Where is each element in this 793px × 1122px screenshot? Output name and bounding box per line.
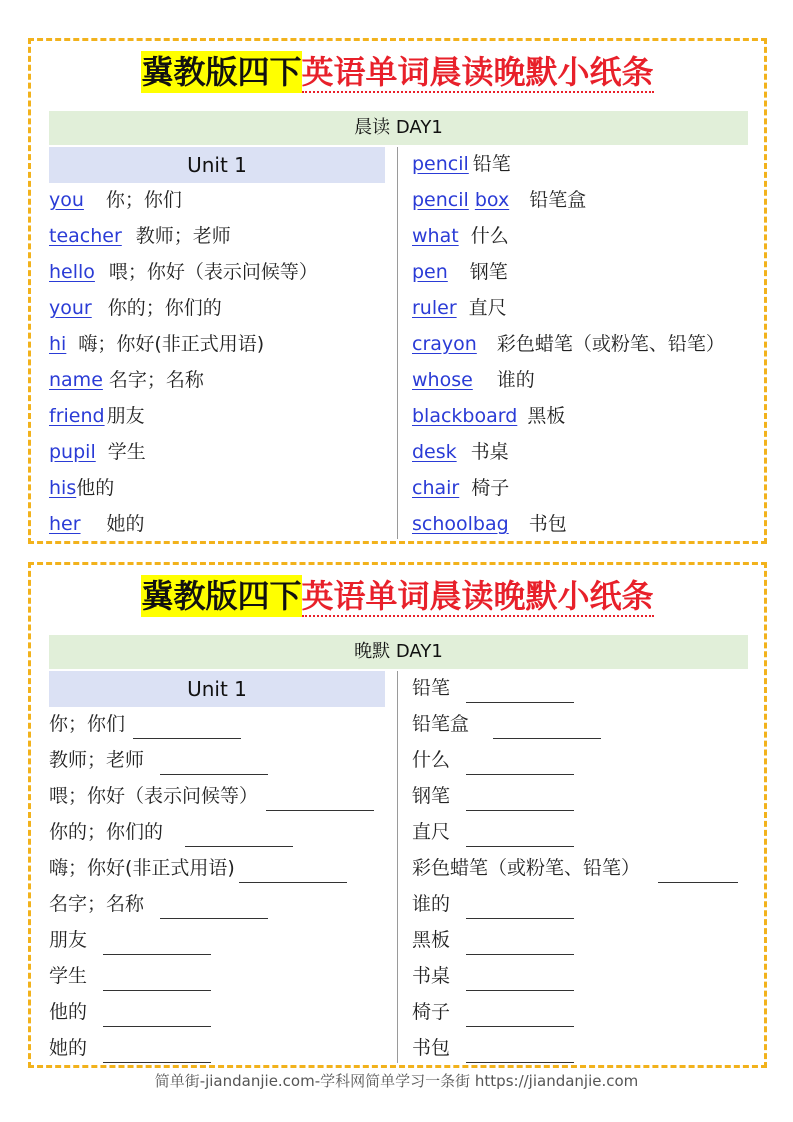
chinese-meaning: 彩色蜡笔（或粉笔、铅笔） bbox=[496, 333, 725, 355]
english-word: whose bbox=[412, 369, 473, 391]
answer-blank[interactable] bbox=[466, 1004, 574, 1027]
chinese-prompt: 喂；你好（表示问候等） bbox=[49, 785, 259, 807]
chinese-meaning: 直尺 bbox=[468, 297, 507, 319]
word-row bbox=[412, 221, 509, 251]
dictation-row bbox=[412, 817, 574, 847]
english-word: pen bbox=[412, 261, 448, 283]
page-footer: 简单街-jiandanjie.com-学科网简单学习一条街 https://jiandanjie.com bbox=[154, 1072, 639, 1090]
word-row bbox=[412, 293, 507, 323]
chinese-prompt: 书桌 bbox=[412, 965, 451, 987]
chinese-prompt: 嗨；你好(非正式用语) bbox=[49, 857, 235, 879]
dictation-row bbox=[49, 961, 211, 991]
word-row bbox=[49, 185, 182, 215]
chinese-meaning: 教师；老师 bbox=[135, 225, 231, 247]
dictation-row bbox=[412, 961, 574, 991]
chinese-meaning: 椅子 bbox=[471, 477, 510, 499]
dictation-row bbox=[412, 781, 574, 811]
chinese-meaning: 铅笔盒 bbox=[529, 189, 587, 211]
dictation-row bbox=[412, 925, 574, 955]
word-row bbox=[49, 401, 145, 431]
chinese-prompt: 她的 bbox=[49, 1037, 88, 1059]
english-word: what bbox=[412, 225, 459, 247]
chinese-prompt: 书包 bbox=[412, 1037, 451, 1059]
answer-blank[interactable] bbox=[103, 1004, 211, 1027]
english-word: her bbox=[49, 513, 81, 535]
column-divider bbox=[397, 671, 398, 1063]
word-row bbox=[412, 401, 565, 431]
answer-blank[interactable] bbox=[466, 968, 574, 991]
unit-header: Unit 1 bbox=[49, 671, 385, 707]
answer-blank[interactable] bbox=[103, 968, 211, 991]
english-word: desk bbox=[412, 441, 457, 463]
word-row bbox=[49, 473, 114, 503]
dictation-row bbox=[49, 889, 268, 919]
chinese-meaning: 嗨；你好(非正式用语) bbox=[78, 333, 265, 355]
answer-blank[interactable] bbox=[466, 1040, 574, 1063]
chinese-prompt: 学生 bbox=[49, 965, 88, 987]
english-word: name bbox=[49, 369, 103, 391]
english-word: you bbox=[49, 189, 84, 211]
chinese-meaning: 书包 bbox=[528, 513, 567, 535]
chinese-prompt: 朋友 bbox=[49, 929, 88, 951]
chinese-prompt: 彩色蜡笔（或粉笔、铅笔） bbox=[412, 857, 641, 879]
english-word: box bbox=[474, 189, 510, 211]
word-row bbox=[412, 257, 508, 287]
answer-blank[interactable] bbox=[466, 788, 574, 811]
chinese-prompt: 直尺 bbox=[412, 821, 451, 843]
dictation-row bbox=[49, 709, 241, 739]
chinese-meaning: 她的 bbox=[106, 513, 145, 535]
answer-blank[interactable] bbox=[160, 896, 268, 919]
answer-blank[interactable] bbox=[103, 932, 211, 955]
dictation-row bbox=[412, 745, 574, 775]
dictation-row bbox=[412, 889, 574, 919]
chinese-prompt: 什么 bbox=[412, 749, 451, 771]
answer-blank[interactable] bbox=[466, 896, 574, 919]
english-word: hello bbox=[49, 261, 95, 283]
answer-blank[interactable] bbox=[185, 824, 293, 847]
chinese-prompt: 名字；名称 bbox=[49, 893, 145, 915]
chinese-meaning: 朋友 bbox=[106, 405, 145, 427]
answer-blank[interactable] bbox=[493, 716, 601, 739]
answer-blank[interactable] bbox=[466, 932, 574, 955]
chinese-meaning: 他的 bbox=[76, 477, 115, 499]
dictation-row bbox=[49, 853, 347, 883]
chinese-meaning: 你；你们 bbox=[105, 189, 182, 211]
chinese-prompt: 椅子 bbox=[412, 1001, 451, 1023]
word-row bbox=[412, 509, 567, 539]
word-row bbox=[412, 329, 725, 359]
chinese-prompt: 黑板 bbox=[412, 929, 451, 951]
chinese-prompt: 钢笔 bbox=[412, 785, 451, 807]
word-row bbox=[412, 185, 586, 215]
dictation-row bbox=[49, 745, 268, 775]
dictation-row bbox=[412, 1033, 574, 1063]
title-main: 英语单词晨读晚默小纸条 bbox=[301, 53, 654, 91]
dictation-row bbox=[412, 673, 574, 703]
word-row bbox=[49, 437, 146, 467]
dictation-row bbox=[49, 1033, 211, 1063]
english-word: pupil bbox=[49, 441, 96, 463]
column-divider bbox=[397, 147, 398, 539]
answer-blank[interactable] bbox=[466, 752, 574, 775]
evening-dictation-card bbox=[28, 562, 767, 1068]
word-row bbox=[49, 329, 264, 359]
english-word: ruler bbox=[412, 297, 457, 319]
dictation-row bbox=[412, 709, 601, 739]
english-word: crayon bbox=[412, 333, 477, 355]
chinese-meaning: 学生 bbox=[107, 441, 146, 463]
english-word: his bbox=[49, 477, 77, 499]
english-word: pencil bbox=[412, 189, 469, 211]
answer-blank[interactable] bbox=[266, 788, 374, 811]
chinese-meaning: 书桌 bbox=[470, 441, 509, 463]
dictation-row bbox=[49, 781, 374, 811]
word-row bbox=[49, 293, 222, 323]
answer-blank[interactable] bbox=[466, 680, 574, 703]
english-word: schoolbag bbox=[412, 513, 509, 535]
english-word: hi bbox=[49, 333, 67, 355]
chinese-prompt: 你的；你们的 bbox=[49, 821, 164, 843]
day-header: 晚默 DAY1 bbox=[49, 635, 748, 669]
chinese-meaning: 名字；名称 bbox=[108, 369, 204, 391]
chinese-meaning: 钢笔 bbox=[469, 261, 508, 283]
chinese-prompt: 谁的 bbox=[412, 893, 451, 915]
day-header: 晨读 DAY1 bbox=[49, 111, 748, 145]
card-title bbox=[31, 49, 764, 95]
word-row bbox=[412, 473, 509, 503]
english-word: your bbox=[49, 297, 92, 319]
chinese-meaning: 黑板 bbox=[527, 405, 566, 427]
english-word: chair bbox=[412, 477, 460, 499]
answer-blank[interactable] bbox=[133, 716, 241, 739]
answer-blank[interactable] bbox=[103, 1040, 211, 1063]
word-row bbox=[49, 365, 204, 395]
chinese-meaning: 什么 bbox=[470, 225, 509, 247]
word-row bbox=[412, 149, 511, 179]
english-word: pencil bbox=[412, 153, 469, 175]
chinese-prompt: 教师；老师 bbox=[49, 749, 145, 771]
chinese-prompt: 他的 bbox=[49, 1001, 88, 1023]
answer-blank[interactable] bbox=[239, 860, 347, 883]
card-title bbox=[31, 573, 764, 619]
morning-reading-card bbox=[28, 38, 767, 544]
title-highlight: 冀教版四下 bbox=[141, 577, 302, 615]
chinese-prompt: 你；你们 bbox=[49, 713, 126, 735]
answer-blank[interactable] bbox=[160, 752, 268, 775]
english-word: friend bbox=[49, 405, 105, 427]
chinese-meaning: 铅笔 bbox=[472, 153, 511, 175]
chinese-meaning: 谁的 bbox=[496, 369, 535, 391]
chinese-prompt: 铅笔盒 bbox=[412, 713, 470, 735]
title-highlight: 冀教版四下 bbox=[141, 53, 302, 91]
answer-blank[interactable] bbox=[658, 860, 738, 883]
word-row bbox=[412, 365, 535, 395]
chinese-meaning: 你的；你们的 bbox=[107, 297, 222, 319]
word-row bbox=[49, 257, 318, 287]
unit-header: Unit 1 bbox=[49, 147, 385, 183]
answer-blank[interactable] bbox=[466, 824, 574, 847]
dictation-row bbox=[412, 997, 574, 1027]
word-row bbox=[49, 221, 231, 251]
english-word: blackboard bbox=[412, 405, 518, 427]
chinese-prompt: 铅笔 bbox=[412, 677, 451, 699]
word-row bbox=[49, 509, 145, 539]
dictation-row bbox=[412, 853, 738, 883]
word-row bbox=[412, 437, 509, 467]
chinese-meaning: 喂；你好（表示问候等） bbox=[108, 261, 318, 283]
english-word: teacher bbox=[49, 225, 122, 247]
dictation-row bbox=[49, 925, 211, 955]
title-main: 英语单词晨读晚默小纸条 bbox=[301, 577, 654, 615]
dictation-row bbox=[49, 997, 211, 1027]
dictation-row bbox=[49, 817, 293, 847]
